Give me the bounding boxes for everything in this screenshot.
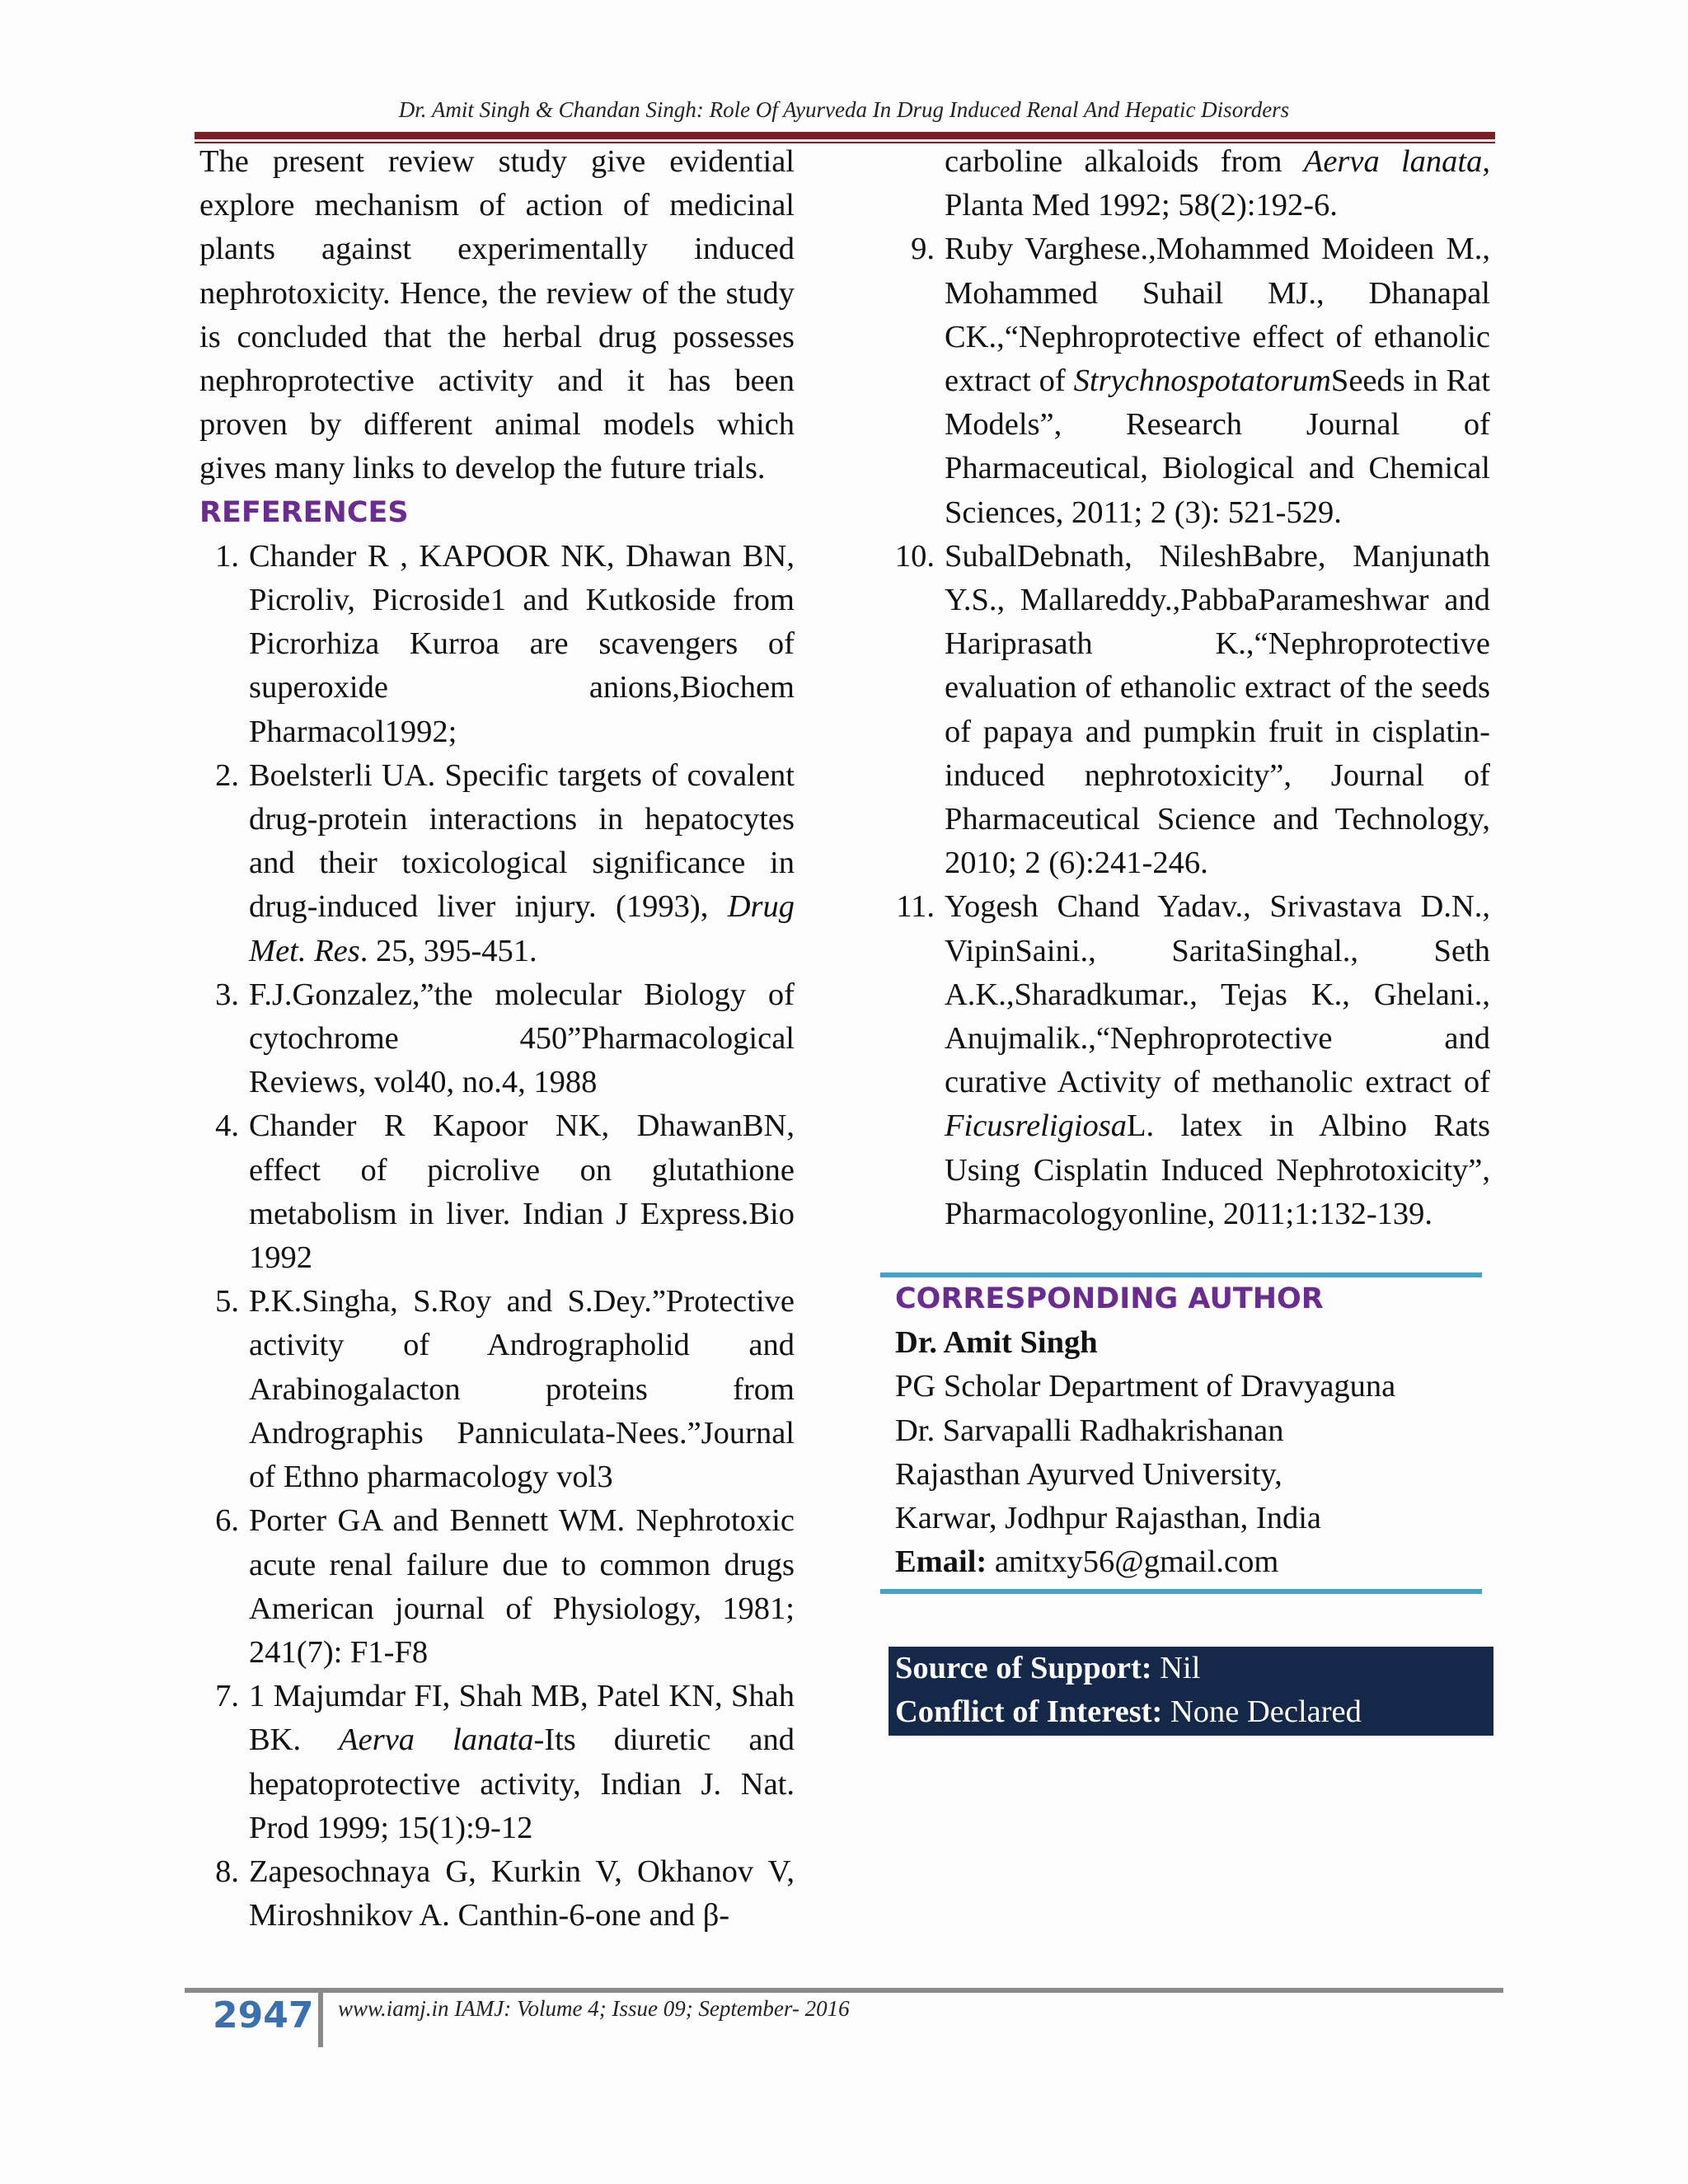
reference-item: 4. Chander R Kapoor NK, DhawanBN, effect of picrolive on glutathione metabolism in liver. Indian J Express.Bio 1992 (215, 1108, 795, 1276)
support-box (889, 1647, 1493, 1736)
conclusion-paragraph: The present review study give evidential explore mechanism of action of medicinal plants against experimentally induced nephrotoxicity. Hence, the review of the study is concluded that the herbal drug possesses nephroprotective activity and it has been proven by different animal models which gives many links to develop the future trials. (199, 144, 795, 486)
reference-continuation: carboline alkaloids from Aerva lanata, Planta Med 1992; 58(2):192-6. (945, 144, 1490, 223)
reference-item: 11. Yogesh Chand Yadav., Srivastava D.N., VipinSaini., SaritaSinghal., Seth A.K.,Sharadkumar., Tejas K., Ghelani., Anujmalik.,“Nephroprotective and curative Activity of methanolic extract of FicusreligiosaL. latex in Albino Rats Using Cisplatin Induced Nephrotoxicity”, Pharmacologyonline, 2011;1:132-139. (896, 889, 1490, 1231)
right-column (895, 140, 1490, 1236)
header-rule (195, 132, 1495, 139)
reference-item: 2. Boelsterli UA. Specific targets of covalent drug-protein interactions in hepatocytes and their toxicological significance in drug-induced liver injury. (1993), Drug Met. Res. 25, 395-451. (215, 757, 795, 968)
running-title: Dr. Amit Singh & Chandan Singh: Role Of Ayurveda In Drug Induced Renal And Hepatic Disorders (398, 97, 1290, 122)
author-email: Email: amitxy56@gmail.com (895, 1544, 1279, 1580)
reference-item: 7. 1 Majumdar FI, Shah MB, Patel KN, Shah BK. Aerva lanata-Its diuretic and hepatoprotective activity, Indian J. Nat. Prod 1999; 15(1):9-12 (215, 1679, 795, 1845)
source-of-support: Source of Support: Nil (895, 1651, 1201, 1685)
corresponding-bottom-rule (880, 1589, 1482, 1594)
author-name: Dr. Amit Singh (895, 1325, 1098, 1361)
corresponding-author-block (895, 1277, 1489, 1584)
author-affiliation-2: Dr. Sarvapalli Radhakrishanan (895, 1413, 1284, 1448)
references-heading: REFERENCES (199, 495, 409, 529)
reference-item: 3. F.J.Gonzalez,”the molecular Biology of cytochrome 450”Pharmacological Reviews, vol40, no.4, 1988 (215, 977, 795, 1100)
author-affiliation-3: Rajasthan Ayurved University, (895, 1456, 1282, 1492)
author-address: Karwar, Jodhpur Rajasthan, India (895, 1501, 1321, 1536)
footer-citation: www.iamj.in IAMJ: Volume 4; Issue 09; September- 2016 (338, 1996, 850, 2021)
footer-rule (185, 1988, 1503, 1993)
left-column (199, 140, 795, 1938)
reference-list-right (895, 227, 1490, 1236)
conflict-of-interest: Conflict of Interest: None Declared (895, 1694, 1362, 1729)
corresponding-heading: CORRESPONDING AUTHOR (895, 1282, 1324, 1315)
reference-item: 6. Porter GA and Bennett WM. Nephrotoxic acute renal failure due to common drugs American journal of Physiology, 1981; 241(7): F1-F8 (215, 1503, 795, 1670)
footer-divider (318, 1991, 323, 2047)
reference-item: 9. Ruby Varghese.,Mohammed Moideen M., Mohammed Suhail MJ., Dhanapal CK.,“Nephroprotective effect of ethanolic extract of StrychnospotatorumSeeds in Rat Models”, Research Journal of Pharmaceutical, Biological and Chemical Sciences, 2011; 2 (3): 521-529. (911, 232, 1490, 530)
reference-item: 8. Zapesochnaya G, Kurkin V, Okhanov V, Miroshnikov A. Canthin-6-one and β- (215, 1854, 795, 1933)
email-link[interactable]: amitxy56@gmail.com (994, 1544, 1279, 1580)
page-number: 2947 (213, 1994, 314, 2036)
reference-item: 1. Chander R , KAPOOR NK, Dhawan BN, Picroliv, Picroside1 and Kutkoside from Picrorhiza Kurroa are scavengers of superoxide anions,Biochem Pharmacol1992; (215, 538, 795, 749)
reference-item: 5. P.K.Singha, S.Roy and S.Dey.”Protective activity of Andrographolid and Arabinogalacton proteins from Andrographis Panniculata-Nees.”Journal of Ethno pharmacology vol3 (215, 1284, 795, 1495)
reference-item: 10. SubalDebnath, NileshBabre, Manjunath Y.S., Mallareddy.,PabbaParameshwar and Hariprasath K.,“Nephroprotective evaluation of ethanolic extract of the seeds of papaya and pumpkin fruit in cisplatin-induced nephrotoxicity”, Journal of Pharmaceutical Science and Technology, 2010; 2 (6):241-246. (894, 538, 1490, 881)
reference-list-left (199, 535, 795, 1938)
author-affiliation-1: PG Scholar Department of Dravyaguna (895, 1369, 1396, 1404)
